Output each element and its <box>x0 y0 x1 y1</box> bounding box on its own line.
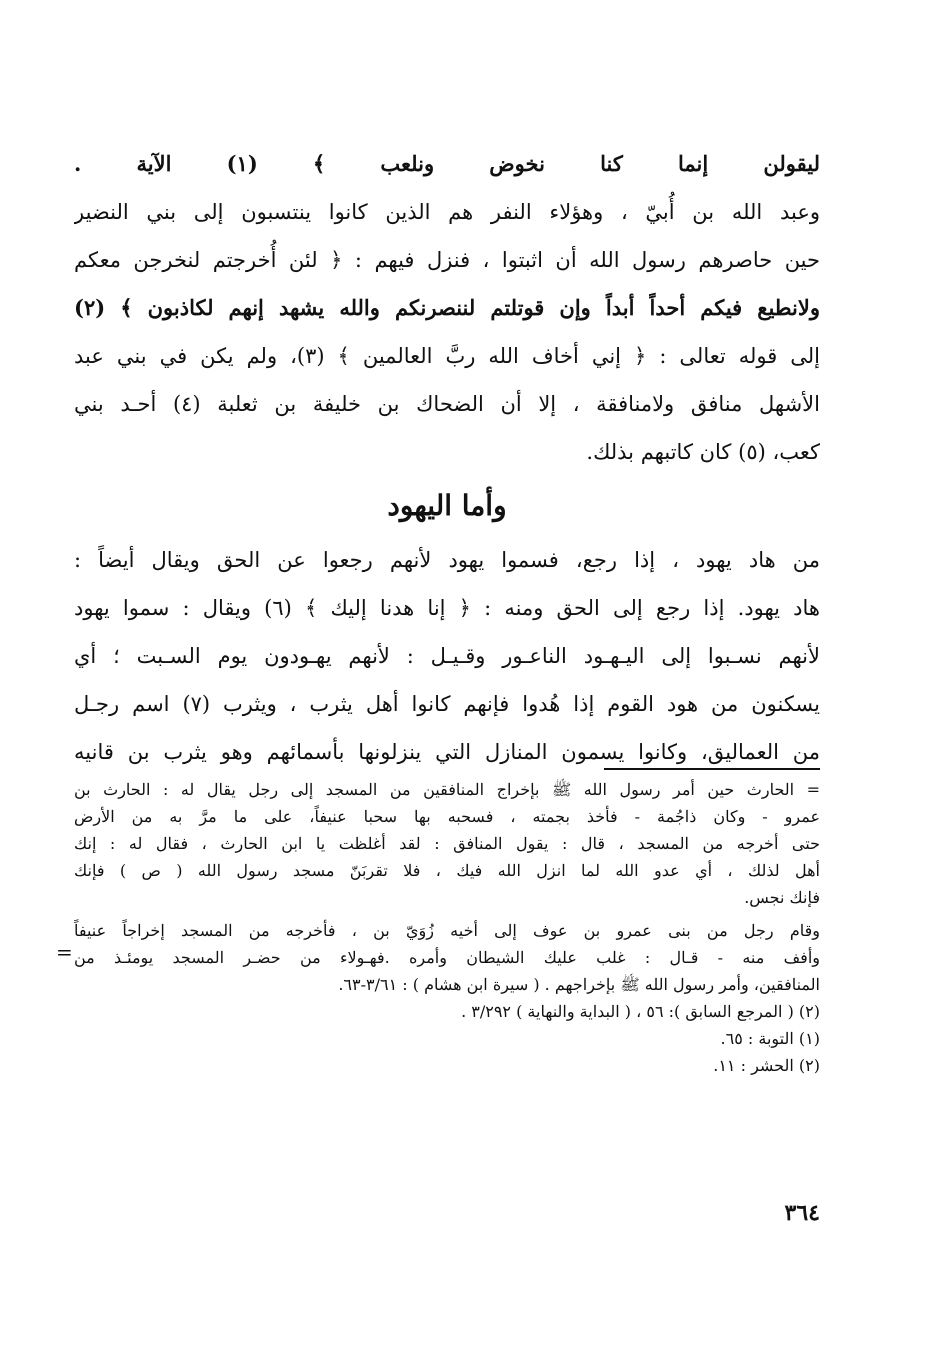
continuation-mark: = <box>56 940 73 964</box>
footnote-line: (٢) ( المرجع السابق ): ٥٦ ، ( البداية والنهاية ) ٣/٢٩٢ . <box>461 1002 820 1021</box>
text-line: إلى قوله تعالى : ﴿ إني أخاف الله ربَّ العالمين ﴾ (٣)، ولم يكن في بني عبد <box>74 344 820 368</box>
section-heading: وأما اليهود <box>387 489 507 522</box>
footnote-line: المنافقين، وأمر رسول الله ﷺ بإخراجهم . ( سيرة ابن هشام ) : ٣/٦١-٦٣. <box>338 975 820 994</box>
text-line: ليقولن إنما كنا نخوض ونلعب ﴾ (١) الآية . <box>74 151 820 176</box>
footnotes <box>74 776 820 1079</box>
footnote-line: = الحارث حين أمر رسول الله ﷺ بإخراج المنافقين من المسجد إلى رجل يقال له : الحارث بن <box>74 780 820 799</box>
page-number: ٣٦٤ <box>784 1200 820 1226</box>
main-text <box>74 140 820 776</box>
paragraph-before-heading <box>74 140 820 476</box>
text-line: من هاد يهود ، إذا رجع، فسموا يهود لأنهم رجعوا عن الحق ويقال أيضاً : <box>74 548 820 572</box>
text-line: ولانطيع فيكم أحداً أبداً وإن قوتلتم لننصرنكم والله يشهد إنهم لكاذبون ﴾ (٢) <box>74 295 820 320</box>
text-line: كعب، (٥) كان كاتبهم بذلك. <box>586 440 820 464</box>
footnote-line: أهل لذلك ، أي عدو الله لما انزل الله فيك ، فلا تقربَنّ مسجد رسول الله ( ص ) فإنك <box>74 861 820 880</box>
text-line: يسكنون من هود القوم إذا هُدوا فإنهم كانوا أهل يثرب ، ويثرب (٧) اسم رجـل <box>74 692 820 716</box>
text-line: من العماليق، وكانوا يسمون المنازل التي ينزلونها بأسمائهم وهو يثرب بن قانيه <box>74 740 820 764</box>
footnote-line: عمرو - وكان ذاجُمة - فأخذ بجمته ، فسحبه بها سحبا عنيفاً، على ما مرَّ به من الأرض <box>74 807 820 826</box>
footnote-line: (٢) الحشر : ١١. <box>713 1056 820 1075</box>
text-line: حين حاصرهم رسول الله أن اثبتوا ، فنزل فيهم : ﴿ لئن أُخرجتم لنخرجن معكم <box>74 248 820 272</box>
footnote-line: وقام رجل من بنى عمرو بن عوف إلى أخيه زُوَيّ بن ، فأخرجه من المسجد إخراجاً عنيفاً <box>74 921 820 940</box>
footnote-line: حتى أخرجه من المسجد ، قال : يقول المنافق : لقد أغلظت يا ابن الحارث ، فقال له : إنك <box>74 834 820 853</box>
paragraph-after-heading <box>74 536 820 776</box>
footnote-line: (١) التوبة : ٦٥. <box>720 1029 820 1048</box>
text-line: لأنهم نسـبوا إلى اليـهـود الناعـور وقـيـل : لأنهم يهـودون يوم السـبت ؛ أي <box>74 644 820 668</box>
footnote-line: وأفف منه - قـال : غلب عليك الشيطان وأمره .فهـولاء من حضـر المسجد يومئـذ من <box>74 948 820 967</box>
footnote-line: فإنك نجس. <box>744 888 820 907</box>
text-line: هاد يهود. إذا رجع إلى الحق ومنه : ﴿ إنا هدنا إليك ﴾ (٦) ويقال : سموا يهود <box>74 596 820 620</box>
text-line: وعبد الله بن أُبيّ ، وهؤلاء النفر هم الذين كانوا ينتسبون إلى بني النضير <box>74 200 820 224</box>
footnote-separator <box>604 768 820 770</box>
text-line: الأشهل منافق ولامنافقة ، إلا أن الضحاك بن خليفة بن ثعلبة (٤) أحـد بني <box>74 392 820 416</box>
